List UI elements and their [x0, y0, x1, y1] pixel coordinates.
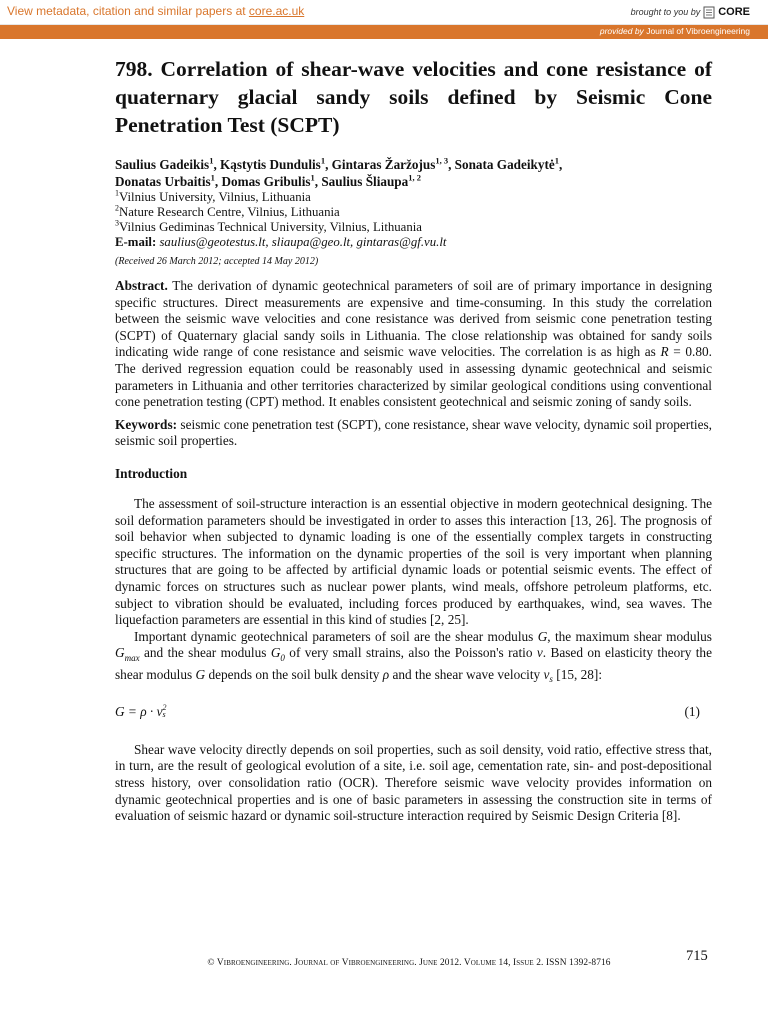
affiliation-sup: 3 — [115, 218, 119, 228]
received-dates: (Received 26 March 2012; accepted 14 May 2012) — [115, 256, 319, 267]
email-addresses[interactable]: saulius@geotestus.lt, sliaupa@geo.lt, gintaras@gf.vu.lt — [159, 235, 447, 249]
affiliation-sup: 2 — [115, 203, 119, 213]
author-name: Saulius Gadeikis — [115, 157, 210, 172]
intro-paragraph-1: The assessment of soil-structure interaction is an essential objective in modern geotechnical designing. The soil deformation parameters should be investigated in order to asses this interaction [13, 26]. The prognosis of soil behavior when subjected to dynamic loading is one of the essentially complex targets in constructing specific structures. The information on the dynamic properties of the soil is very important when planning structures that are going to be affected by artificial dynamic loads or potential seismic events. The effect of dynamic forces on structures such as nuclear power plants, wind meals, offshore petroleum platforms, etc. subject to vibration should be evaluated, including forces produced by earthquakes, wind, sea waves. The liquefaction parameters are essential in this kind of studies [2, 25]. — [115, 495, 712, 628]
math-symbol: G — [195, 666, 206, 682]
math-subscript: s — [549, 674, 553, 685]
math-symbol: G — [270, 645, 281, 661]
core-brand: CORE — [718, 6, 750, 18]
affiliation-item — [115, 205, 712, 220]
affiliation-item — [115, 190, 712, 205]
email-line — [115, 235, 712, 250]
intro-paragraph-2 — [115, 629, 712, 688]
core-provided-label: provided by — [599, 26, 644, 36]
math-symbol: ρ — [382, 666, 390, 682]
core-metadata-note — [7, 4, 304, 18]
section-heading-introduction: Introduction — [115, 465, 188, 481]
abstract-r-symbol: R — [660, 344, 669, 360]
math-symbol: G — [537, 628, 548, 644]
author-line-1 — [115, 156, 712, 173]
author-separator: , — [325, 157, 332, 172]
author-affil-sup: 1 — [310, 172, 315, 183]
affiliation-list — [115, 190, 712, 235]
author-line-2 — [115, 173, 712, 190]
affiliation-item — [115, 220, 712, 235]
abstract-label: Abstract. — [115, 278, 168, 293]
paper-body — [115, 55, 712, 825]
text-span: Important dynamic geotechnical parameters of soil are the shear modulus — [134, 628, 538, 644]
affiliation-text: Vilnius University, Vilnius, Lithuania — [119, 190, 311, 204]
text-span: . Based on elasticity theory the shear modulus — [115, 645, 712, 682]
equation-subscript: s — [162, 709, 166, 719]
core-provided-by — [600, 26, 750, 36]
text-span: [15, 28]: — [552, 666, 603, 682]
math-subscript: max — [124, 652, 140, 663]
equation-number: (1) — [684, 703, 700, 719]
text-span: and the shear modulus — [139, 645, 271, 661]
paper-title: 798. Correlation of shear-wave velocities and cone resistance of quaternary glacial sandy soils defined by Seismic Cone Penetration Test (SCPT) — [115, 57, 712, 137]
keywords-label: Keywords: — [115, 416, 178, 432]
keywords-text: seismic cone penetration test (SCPT), cone resistance, shear wave velocity, dynamic soil properties, seismic soil properties. — [115, 416, 712, 449]
author-affil-sup: 1 — [209, 155, 214, 166]
core-provider-name[interactable]: Journal of Vibroengineering — [646, 26, 750, 36]
intro-paragraph-3: Shear wave velocity directly depends on soil properties, such as soil density, void ratio, effective stress that, in turn, are the result of geological evolution of a site, i.e. soil age, cementation rate, sin- and post-depositional stress history, over consolidation ratio (OCR). Therefore seismic wave velocity provides information on dynamic geotechnical properties and is one of basic parameters in assessing the construction site in terms of evaluation of seismic hazard or dynamic soil-structure interaction required by Seismic Design Criteria [8]. — [115, 741, 712, 824]
core-logo-icon — [703, 5, 715, 19]
abstract — [115, 278, 712, 411]
author-separator: , — [558, 157, 563, 172]
math-symbol: ν — [536, 645, 543, 661]
core-brought-by — [631, 5, 750, 19]
author-name: Kąstytis Dundulis — [220, 157, 321, 172]
core-link-prefix: View metadata, citation and similar papers at — [7, 4, 249, 18]
affiliation-sup: 1 — [115, 188, 119, 198]
journal-footer: © Vibroengineering. Journal of Vibroengineering. June 2012. Volume 14, Issue 2. ISSN 1392-8716 — [207, 958, 611, 968]
core-banner — [0, 0, 768, 25]
equation-1 — [115, 700, 712, 728]
equation-expression — [115, 704, 166, 720]
text-span: and the shear wave velocity — [389, 666, 544, 682]
math-symbol: v — [543, 666, 550, 682]
equation-text: G = ρ · v — [115, 703, 163, 719]
author-separator: , — [213, 157, 221, 172]
text-span: of very small strains, also the Poisson's ratio — [284, 645, 537, 661]
keywords — [115, 417, 712, 450]
email-label: E-mail: — [115, 235, 157, 249]
author-affil-sup: 1 — [320, 155, 326, 166]
author-affil-sup: 1 — [554, 155, 559, 166]
page-number: 715 — [686, 948, 708, 964]
author-name: Gintaras Žaržojus — [331, 157, 436, 172]
author-affil-sup: 1 — [210, 172, 215, 183]
text-span: depends on the soil bulk density — [205, 666, 383, 682]
author-list — [115, 156, 712, 190]
author-name: Donatas Urbaitis — [115, 174, 211, 189]
author-name: Sonata Gadeikytė — [454, 157, 555, 172]
abstract-text-a: The derivation of dynamic geotechnical parameters of soil are of primary importance in designing specific structures. Direct measurements are expensive and time-consuming. In this study the correlation between the seismic wave velocities and cone resistance was derived from seismic cone penetration testing (SCPT) of Quaternary glacial sandy soils in Lithuania. The close relationship was obtained for sandy soils indicating wide range of cone resistance and seismic wave velocities. The correlation is as high as — [115, 278, 712, 360]
text-span: , the maximum shear modulus — [547, 628, 712, 644]
core-brought-label: brought to you by — [630, 7, 701, 17]
author-separator: , — [448, 157, 455, 172]
core-provider-bar — [0, 25, 768, 39]
equation-superscript: 2 — [162, 702, 167, 712]
author-name: Domas Gribulis — [221, 174, 311, 189]
author-affil-sup: 1, 2 — [408, 172, 421, 183]
author-separator: , — [314, 174, 322, 189]
author-affil-sup: 1, 3 — [435, 155, 449, 166]
abstract-text-b: = 0.80. The derived regression equation could be reasonably used in assessing dynamic geotechnical and seismic parameters in Lithuania and other territories characterized by similar geological conditions using conventional cone penetration testing (CPT) method. It enables consistent geotechnical and seismic zoning of sandy soils. — [115, 344, 712, 410]
author-name: Saulius Šliaupa — [321, 174, 409, 189]
math-subscript: 0 — [280, 652, 285, 663]
author-separator: , — [214, 174, 222, 189]
affiliation-text: Nature Research Centre, Vilnius, Lithuania — [119, 205, 340, 219]
core-link[interactable]: core.ac.uk — [248, 4, 305, 18]
affiliation-text: Vilnius Gediminas Technical University, Vilnius, Lithuania — [119, 220, 422, 234]
math-symbol: G — [115, 645, 125, 661]
